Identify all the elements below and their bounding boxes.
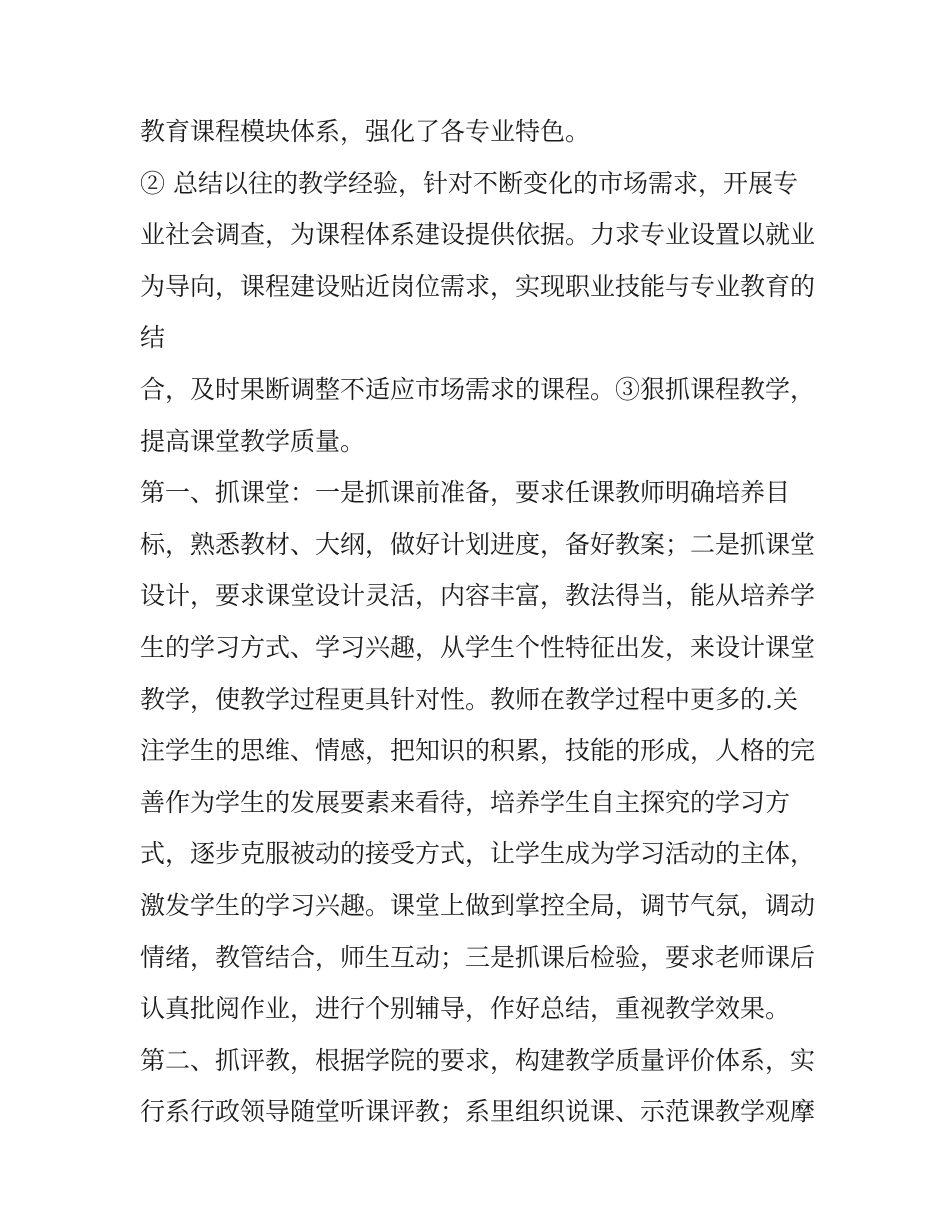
text-line: 善作为学生的发展要素来看待，培养学生自主探究的学习方 bbox=[140, 787, 791, 817]
text-line: 设计，要求课堂设计灵活，内容丰富，教法得当，能从培养学 bbox=[140, 581, 816, 611]
text-line: 认真批阅作业，进行个别辅导，作好总结，重视教学效果。 bbox=[140, 994, 791, 1024]
text-line: 标，熟悉教材、大纲，做好计划进度，备好教案；二是抓课堂 bbox=[140, 529, 816, 559]
text-line: 合，及时果断调整不适应市场需求的课程。③狠抓课程教学， bbox=[140, 374, 816, 404]
text-line: 教学，使教学过程更具针对性。教师在教学过程中更多的.关 bbox=[140, 684, 798, 714]
text-line: 业社会调查，为课程体系建设提供依据。力求专业设置以就业 bbox=[140, 220, 816, 250]
text-line: 为导向，课程建设贴近岗位需求，实现职业技能与专业教育的 bbox=[140, 271, 816, 301]
text-line: 行系行政领导随堂听课评教；系里组织说课、示范课教学观摩 bbox=[140, 1097, 816, 1127]
text-line: 情绪，教管结合，师生互动；三是抓课后检验，要求老师课后 bbox=[140, 942, 816, 972]
body-text bbox=[140, 106, 830, 1138]
text-line: 第二、抓评教，根据学院的要求，构建教学质量评价体系，实 bbox=[140, 1045, 816, 1075]
text-line: 教育课程模块体系，强化了各专业特色。 bbox=[140, 117, 591, 146]
text-line: 激发学生的学习兴趣。课堂上做到掌控全局，调节气氛，调动 bbox=[140, 890, 816, 920]
text-line: 注学生的思维、情感，把知识的积累，技能的形成，人格的完 bbox=[140, 736, 816, 766]
text-line: 生的学习方式、学习兴趣，从学生个性特征出发，来设计课堂 bbox=[140, 632, 816, 662]
text-line: 式，逐步克服被动的接受方式，让学生成为学习活动的主体， bbox=[140, 839, 816, 869]
text-line: 提高课堂教学质量。 bbox=[140, 426, 366, 456]
text-line: ② 总结以往的教学经验，针对不断变化的市场需求，开展专 bbox=[140, 168, 798, 198]
text-line: 第一、抓课堂：一是抓课前准备，要求任课教师明确培养目 bbox=[140, 478, 791, 508]
text-line: 结 bbox=[140, 323, 166, 353]
